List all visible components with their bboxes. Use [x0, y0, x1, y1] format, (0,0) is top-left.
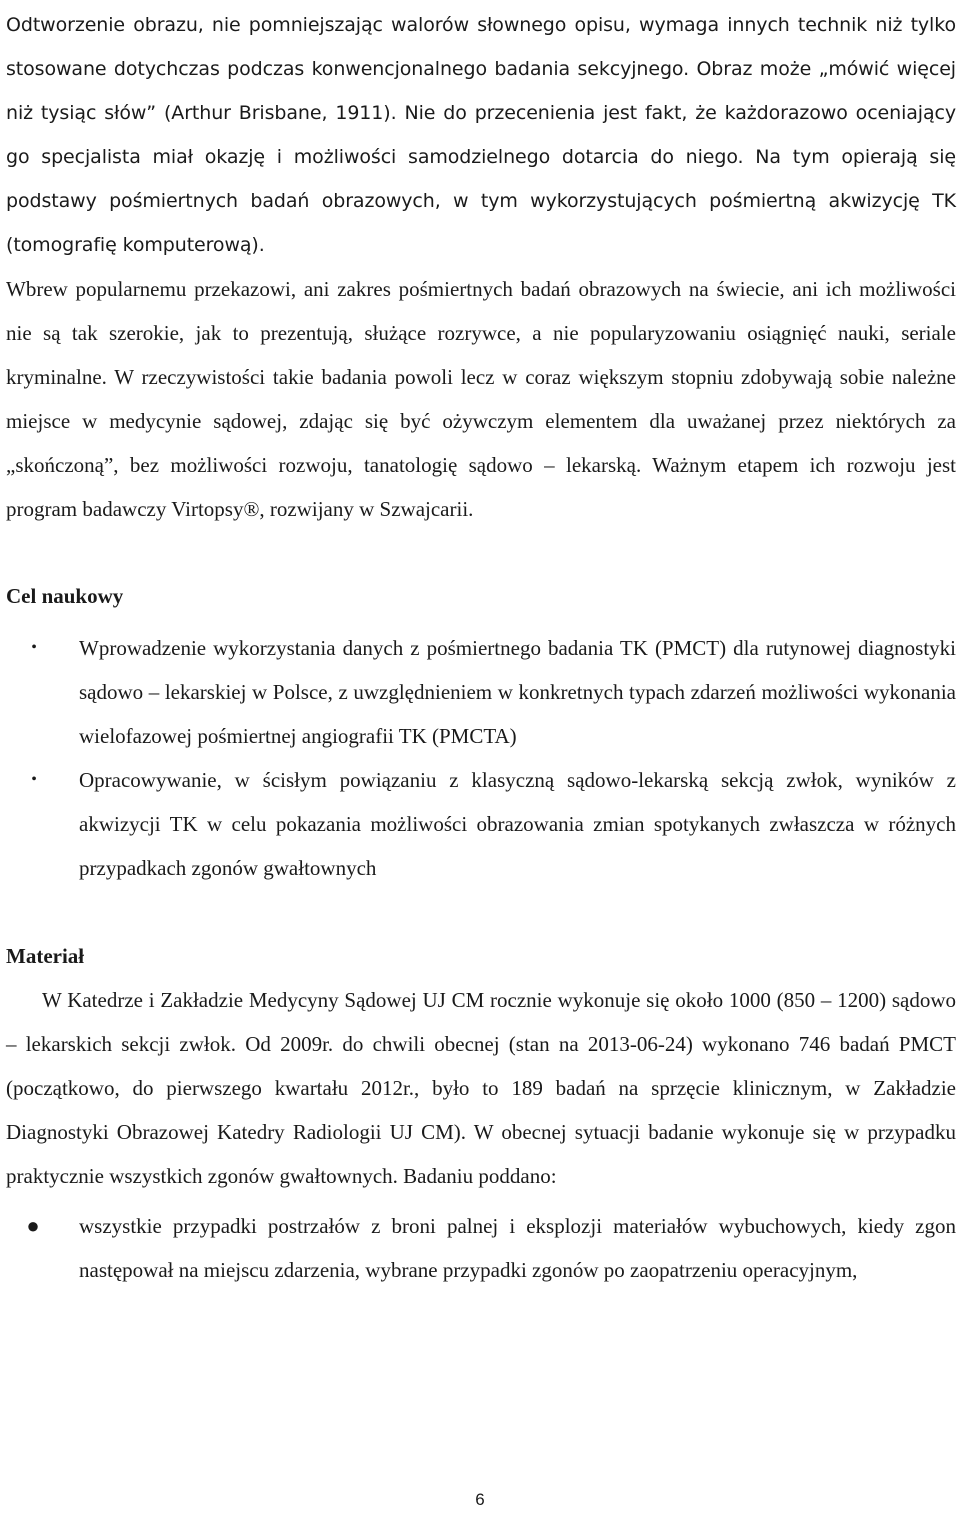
list-item-text: Wprowadzenie wykorzystania danych z pośmiertnego badania TK (PMCT) dla rutynowej diagnostyki sądowo – lekarskiej w Polsce, z uwzględnieniem w konkretnych typach zdarzeń możliwości wykonania wielofazowej pośmiertnej angiografii TK (PMCTA)	[79, 636, 956, 748]
section-heading-material: Materiał	[6, 944, 85, 968]
list-item	[6, 626, 956, 758]
material-paragraph: W Katedrze i Zakładzie Medycyny Sądowej UJ CM rocznie wykonuje się około 1000 (850 – 1200) sądowo – lekarskich sekcji zwłok. Od 2009r. do chwili obecnej (stan na 2013-06-24) wykonano 746 badań PMCT (początkowo, do pierwszego kwartału 2012r., było to 189 badań na sprzęcie klinicznym, w Zakładzie Diagnostyki Obrazowej Katedry Radiologii UJ CM). W obecnej sytuacji badanie wykonuje się w przypadku praktycznie wszystkich zgonów gwałtownych. Badaniu poddano:	[6, 988, 956, 1188]
material-bullet-list	[6, 1204, 956, 1292]
list-item	[6, 1204, 956, 1292]
bullet-icon: •	[31, 639, 37, 656]
list-item	[6, 758, 956, 890]
goal-bullet-list	[6, 626, 956, 890]
page-number: 6	[475, 1490, 485, 1509]
list-item-text: Opracowywanie, w ścisłym powiązaniu z klasyczną sądowo-lekarską sekcją zwłok, wyników z akwizycji TK w celu pokazania możliwości obrazowania zmian spotykanych zwłaszcza w różnych przypadkach zgonów gwałtownych	[79, 768, 956, 880]
intro-paragraph-1: Odtworzenie obrazu, nie pomniejszając walorów słownego opisu, wymaga innych technik niż tylko stosowane dotychczas podczas konwencjonalnego badania sekcyjnego. Obraz może „mówić więcej niż tysiąc słów” (Arthur Brisbane, 1911). Nie do przecenienia jest fakt, że każdorazowo oceniający go specjalista miał okazję i możliwości samodzielnego dotarcia do niego. Na tym opierają się podstawy pośmiertnych badań obrazowych, w tym wykorzystujących pośmiertną akwizycję TK (tomografię komputerową).	[6, 14, 956, 256]
document-page	[6, 0, 956, 1292]
bullet-icon: ●	[26, 1213, 40, 1238]
section-heading-goal: Cel naukowy	[6, 584, 124, 608]
list-item-text: wszystkie przypadki postrzałów z broni palnej i eksplozji materiałów wybuchowych, kiedy zgon następował na miejscu zdarzenia, wybrane przypadki zgonów po zaopatrzeniu operacyjnym,	[79, 1214, 956, 1282]
bullet-icon: •	[31, 771, 37, 788]
intro-paragraph-2: Wbrew popularnemu przekazowi, ani zakres pośmiertnych badań obrazowych na świecie, ani ich możliwości nie są tak szerokie, jak to prezentują, służące rozrywce, a nie popularyzowaniu osiągnięć nauki, seriale kryminalne. W rzeczywistości takie badania powoli lecz w coraz większym stopniu zdobywają sobie należne miejsce w medycynie sądowej, zdając się być ożywczym elementem dla uważanej przez niektórych za „skończoną”, bez możliwości rozwoju, tanatologię sądowo – lekarską. Ważnym etapem ich rozwoju jest program badawczy Virtopsy®, rozwijany w Szwajcarii.	[6, 277, 956, 521]
